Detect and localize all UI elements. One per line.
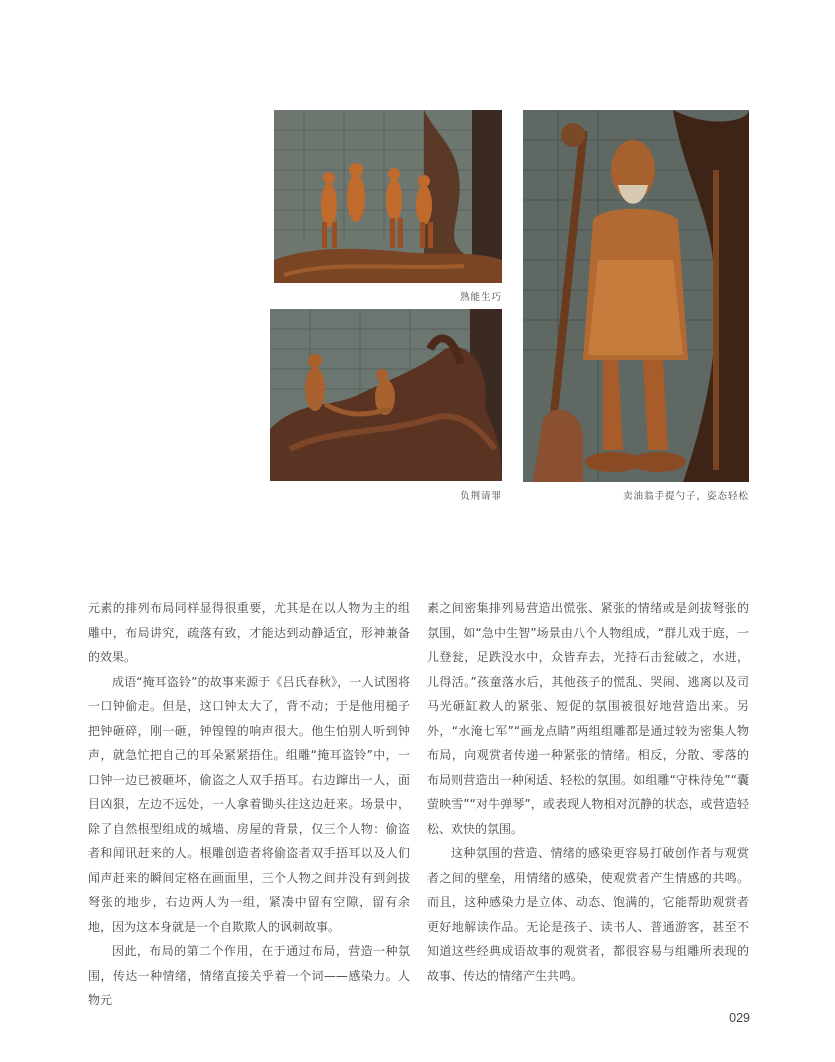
text-column-right bbox=[427, 596, 749, 988]
paragraph: 素之间密集排列易营造出慌张、紧张的情绪或是剑拔弩张的氛围，如“急中生智”场景由八个人物组成，“群儿戏于庭，一儿登瓮，足跌没水中，众皆弃去，光持石击瓮破之，水迸，儿得活。”孩童落水后，其他孩子的慌乱、哭闹、逃离以及司马光砸缸救人的紧张、短促的氛围被很好地营造出来。另外，“水淹七军”“画龙点睛”两组组雕都是通过较为密集人物布局，向观赏者传递一种紧张的情绪。相反，分散、零落的布局则营造出一种闲适、轻松的氛围。如组雕“守株待兔”“囊萤映雪”“对牛弹琴”，或表现人物相对沉静的状态，或营造轻松、欢快的氛围。 bbox=[427, 601, 749, 836]
figure-caption: 熟能生巧 bbox=[459, 292, 502, 303]
page-number: 029 bbox=[729, 1011, 750, 1025]
photo-oil-seller-statue bbox=[523, 110, 749, 482]
paragraph: 这种氛围的营造、情绪的感染更容易打破创作者与观赏者之间的壁垒，用情绪的感染，使观赏者产生情感的共鸣。而且，这种感染力是立体、动态、饱满的，它能帮助观赏者更好地解读作品。无论是孩子、读书人、普通游客，甚至不知道这些经典成语故事的观赏者，都很容易与组雕所表现的故事、传达的情绪产生共鸣。 bbox=[427, 846, 749, 983]
paragraph: 成语“掩耳盗铃”的故事来源于《吕氏春秋》，一人试图将一口钟偷走。但是，这口钟太大了，背不动；于是他用槌子把钟砸碎，刚一砸，钟锽锽的响声很大。他生怕别人听到钟声，就急忙把自己的耳朵紧紧捂住。组雕“掩耳盗铃”中，一口钟一边已被砸坏，偷盗之人双手捂耳。右边蹿出一人，面目凶狠，左边不远处，一人拿着锄头往这边赶来。场景中，除了自然根型组成的城墙、房屋的背景，仅三个人物：偷盗者和闻讯赶来的人。根雕创造者将偷盗者双手捂耳以及人们闻声赶来的瞬间定格在画面里，三个人物之间并没有到剑拔弩张的地步，右边两人为一组，紧凑中留有空隙，留有余地，因为这本身就是一个自欺欺人的讽刺故事。 bbox=[88, 674, 410, 934]
figure-caption: 卖油翁手提勺子，姿态轻松 bbox=[622, 491, 749, 502]
photo-root-carving-scene bbox=[270, 309, 502, 481]
paragraph: 因此，布局的第二个作用，在于通过布局，营造一种氛围，传达一种情绪，情绪直接关乎着一个词——感染力。人物元 bbox=[88, 944, 410, 1007]
paragraph: 元素的排列布局同样显得很重要，尤其是在以人物为主的组雕中，布局讲究，疏落有致，才能达到动静适宜，形神兼备的效果。 bbox=[88, 601, 410, 664]
figure-caption: 负荆请罪 bbox=[459, 491, 502, 502]
photo-root-carving-group bbox=[274, 110, 502, 283]
text-column-left bbox=[88, 596, 410, 1013]
